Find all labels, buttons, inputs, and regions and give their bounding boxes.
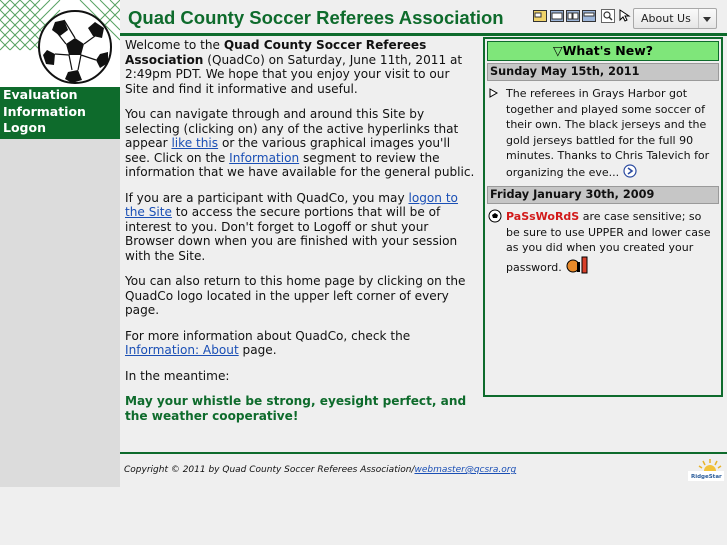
whats-new-header[interactable]	[487, 41, 719, 61]
soccer-net-logo-image	[0, 0, 120, 87]
participant-text-start: If you are a participant with QuadCo, you may	[125, 190, 409, 205]
more-info-text-start: For more information about QuadCo, check the	[125, 328, 411, 343]
section-dropdown[interactable]	[633, 8, 717, 29]
participant-text-end: to access the secure portions that will be of interest to you. Don't forget to Logoff or shut your Browser down when you are finished with your session with the Site.	[125, 205, 458, 263]
information-link[interactable]: Information	[229, 150, 300, 165]
welcome-text-start: Welcome to the	[125, 38, 224, 52]
logon-link[interactable]: logon to the Site	[125, 190, 458, 219]
more-arrow-icon[interactable]	[623, 164, 637, 178]
news-item	[485, 204, 721, 279]
cursor-arrow-icon[interactable]	[618, 9, 632, 23]
dropdown-selected-value: About Us	[641, 12, 691, 25]
copyright-text	[124, 465, 516, 475]
page-bottom-area	[0, 487, 727, 545]
passwords-highlight: PaSsWoRdS	[506, 210, 580, 223]
nav-text-start: You can navigate through and around this Site by selecting (clicking on) any of the active hyperlinks that appear	[125, 107, 459, 150]
news-date: Sunday May 15th, 2011	[487, 63, 719, 81]
ridgestar-logo[interactable]	[688, 457, 724, 481]
page-title: Quad County Soccer Referees Association	[128, 7, 504, 28]
whistle-icon	[565, 256, 589, 274]
more-info-paragraph	[125, 329, 475, 358]
triangle-right-icon	[489, 88, 498, 98]
chevron-down-icon[interactable]	[698, 9, 716, 28]
nav-text-end: segment to review the information that we have available for the general public.	[125, 150, 475, 179]
window-layout-icon-3[interactable]	[582, 9, 596, 23]
soccer-ball-icon	[488, 209, 502, 223]
ridgestar-sun-icon	[688, 457, 724, 481]
window-layout-icon-2[interactable]	[566, 9, 580, 23]
search-icon[interactable]	[601, 9, 615, 23]
quadco-logo[interactable]	[0, 0, 120, 87]
participant-paragraph	[125, 191, 475, 264]
ridgestar-logo-text: RidgeStar	[691, 474, 722, 480]
sidebar-item-evaluation[interactable]: Evaluation	[3, 87, 78, 102]
whats-new-panel	[483, 37, 723, 397]
news-text: The referees in Grays Harbor got together and played some soccer of their own. The black jerseys and the gold jerseys battled for the full 90 minutes. Thanks to Chris Talevich for organizing the eve...	[506, 87, 710, 179]
news-date: Friday January 30th, 2009	[487, 186, 719, 204]
sidebar-nav	[0, 87, 120, 139]
copyright-label: Copyright © 2011 by Quad County Soccer Referees Association/	[124, 465, 415, 475]
header-divider	[120, 33, 727, 36]
triangle-down-icon: ▽	[552, 43, 563, 58]
navigation-paragraph	[125, 107, 475, 180]
home-window-icon[interactable]	[533, 9, 547, 23]
sidebar-item-information[interactable]: Information	[3, 103, 86, 119]
main-content	[125, 38, 475, 434]
information-about-link[interactable]: Information: About	[125, 343, 239, 357]
sidebar-item-logon[interactable]: Logon	[3, 120, 46, 135]
like-this-link[interactable]: like this	[171, 136, 219, 150]
welcome-text-end: (QuadCo) on Saturday, June 11th, 2011 at 2:49pm PDT. We hope that you enjoy your visit to our Site and find it informative and useful.	[125, 52, 463, 96]
motto-text: May your whistle be strong, eyesight perfect, and the weather cooperative!	[125, 394, 467, 423]
home-return-paragraph: You can also return to this home page by clicking on the QuadCo logo located in the upper left corner of every page.	[125, 274, 466, 317]
news-text: are case sensitive; so be sure to use UPPER and lower case as you did when you created your password.	[506, 210, 711, 274]
association-name: Quad County Soccer Referees Association	[125, 38, 427, 67]
welcome-paragraph	[125, 38, 475, 96]
whats-new-title: What's New?	[562, 43, 654, 58]
news-item	[485, 81, 721, 184]
meantime-paragraph: In the meantime:	[125, 368, 230, 383]
webmaster-email-link[interactable]: webmaster@qcsra.org	[414, 465, 517, 475]
nav-text-mid: or the various graphical images you'll see. Click on the	[125, 136, 451, 165]
window-layout-icon-1[interactable]	[550, 9, 564, 23]
more-info-text-end: page.	[238, 343, 277, 357]
